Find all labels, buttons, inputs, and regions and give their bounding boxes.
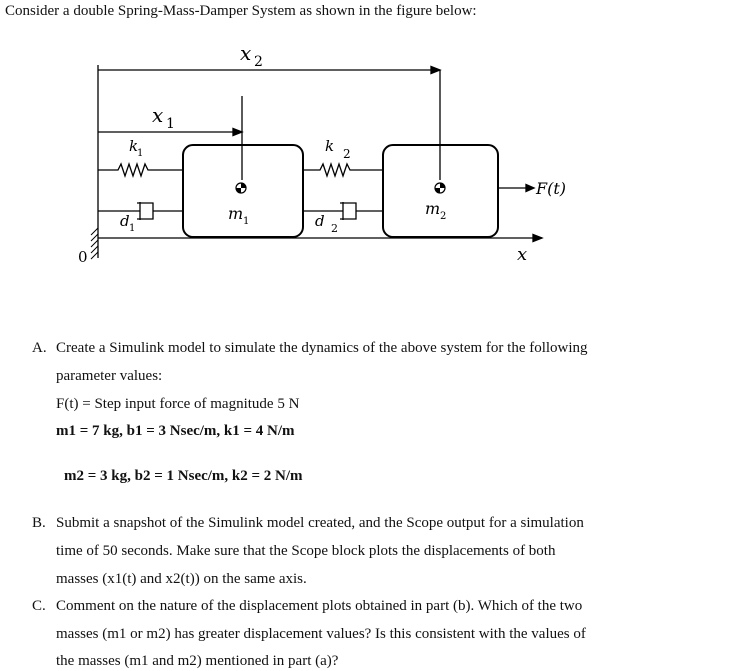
d1-label: d [120, 212, 130, 230]
force-label: F(t) [536, 179, 567, 198]
question-a-line-5: m2 = 3 kg, b2 = 1 Nsec/m, k2 = 2 N/m [64, 468, 303, 484]
question-a-line-2: parameter values: [56, 368, 163, 384]
question-a-line-1: Create a Simulink model to simulate the dynamics of the above system for the following [56, 340, 588, 356]
k2-label: k [325, 137, 335, 155]
question-a-letter: A. [32, 340, 47, 356]
x1-label: x [152, 103, 164, 127]
question-a-line-4: m1 = 7 kg, b1 = 3 Nsec/m, k1 = 4 N/m [56, 423, 295, 439]
d1-subscript: 1 [129, 223, 136, 234]
origin-label: 0 [78, 248, 88, 266]
question-c-line-3: the masses (m1 and m2) mentioned in part (a)? [56, 653, 339, 669]
damper-d1 [98, 202, 183, 220]
d2-label: d [315, 212, 325, 230]
question-c-line-2: masses (m1 or m2) has greater displacement values? Is this consistent with the values of [56, 626, 586, 642]
x2-arrowhead [431, 67, 440, 74]
wall-hatch [91, 228, 98, 259]
m1-subscript: 1 [243, 216, 250, 227]
d2-subscript: 2 [331, 222, 338, 235]
m1-label: m [228, 204, 244, 223]
m2-center-of-mass-icon [435, 183, 445, 193]
question-b-letter: B. [32, 515, 46, 531]
x-axis-label: x [517, 244, 528, 265]
x-axis-arrowhead [533, 235, 542, 242]
x1-arrowhead [233, 129, 242, 136]
force-arrowhead [526, 185, 534, 192]
m2-label: m [425, 199, 441, 218]
spring-k2 [303, 164, 383, 176]
question-b-line-1: Submit a snapshot of the Simulink model created, and the Scope output for a simulation [56, 515, 584, 531]
question-c-line-1: Comment on the nature of the displacement plots obtained in part (b). Which of the two [56, 598, 583, 614]
spring-k1 [98, 164, 183, 176]
m1-center-of-mass-icon [236, 183, 246, 193]
x1-subscript: 1 [166, 116, 175, 132]
question-a-line-3: F(t) = Step input force of magnitude 5 N [56, 396, 300, 412]
k2-subscript: 2 [343, 147, 351, 161]
intro-text: Consider a double Spring-Mass-Damper System as shown in the figure below: [5, 3, 477, 19]
x2-label: x [240, 41, 252, 65]
k1-subscript: 1 [137, 148, 144, 159]
question-b-line-3: masses (x1(t) and x2(t)) on the same axis. [56, 571, 307, 587]
question-b-line-2: time of 50 seconds. Make sure that the Scope block plots the displacements of both [56, 543, 556, 559]
question-c-letter: C. [32, 598, 46, 614]
spring-mass-damper-diagram [0, 0, 749, 300]
x2-subscript: 2 [254, 54, 263, 70]
m2-subscript: 2 [440, 211, 447, 222]
k1-label: k [129, 137, 139, 155]
